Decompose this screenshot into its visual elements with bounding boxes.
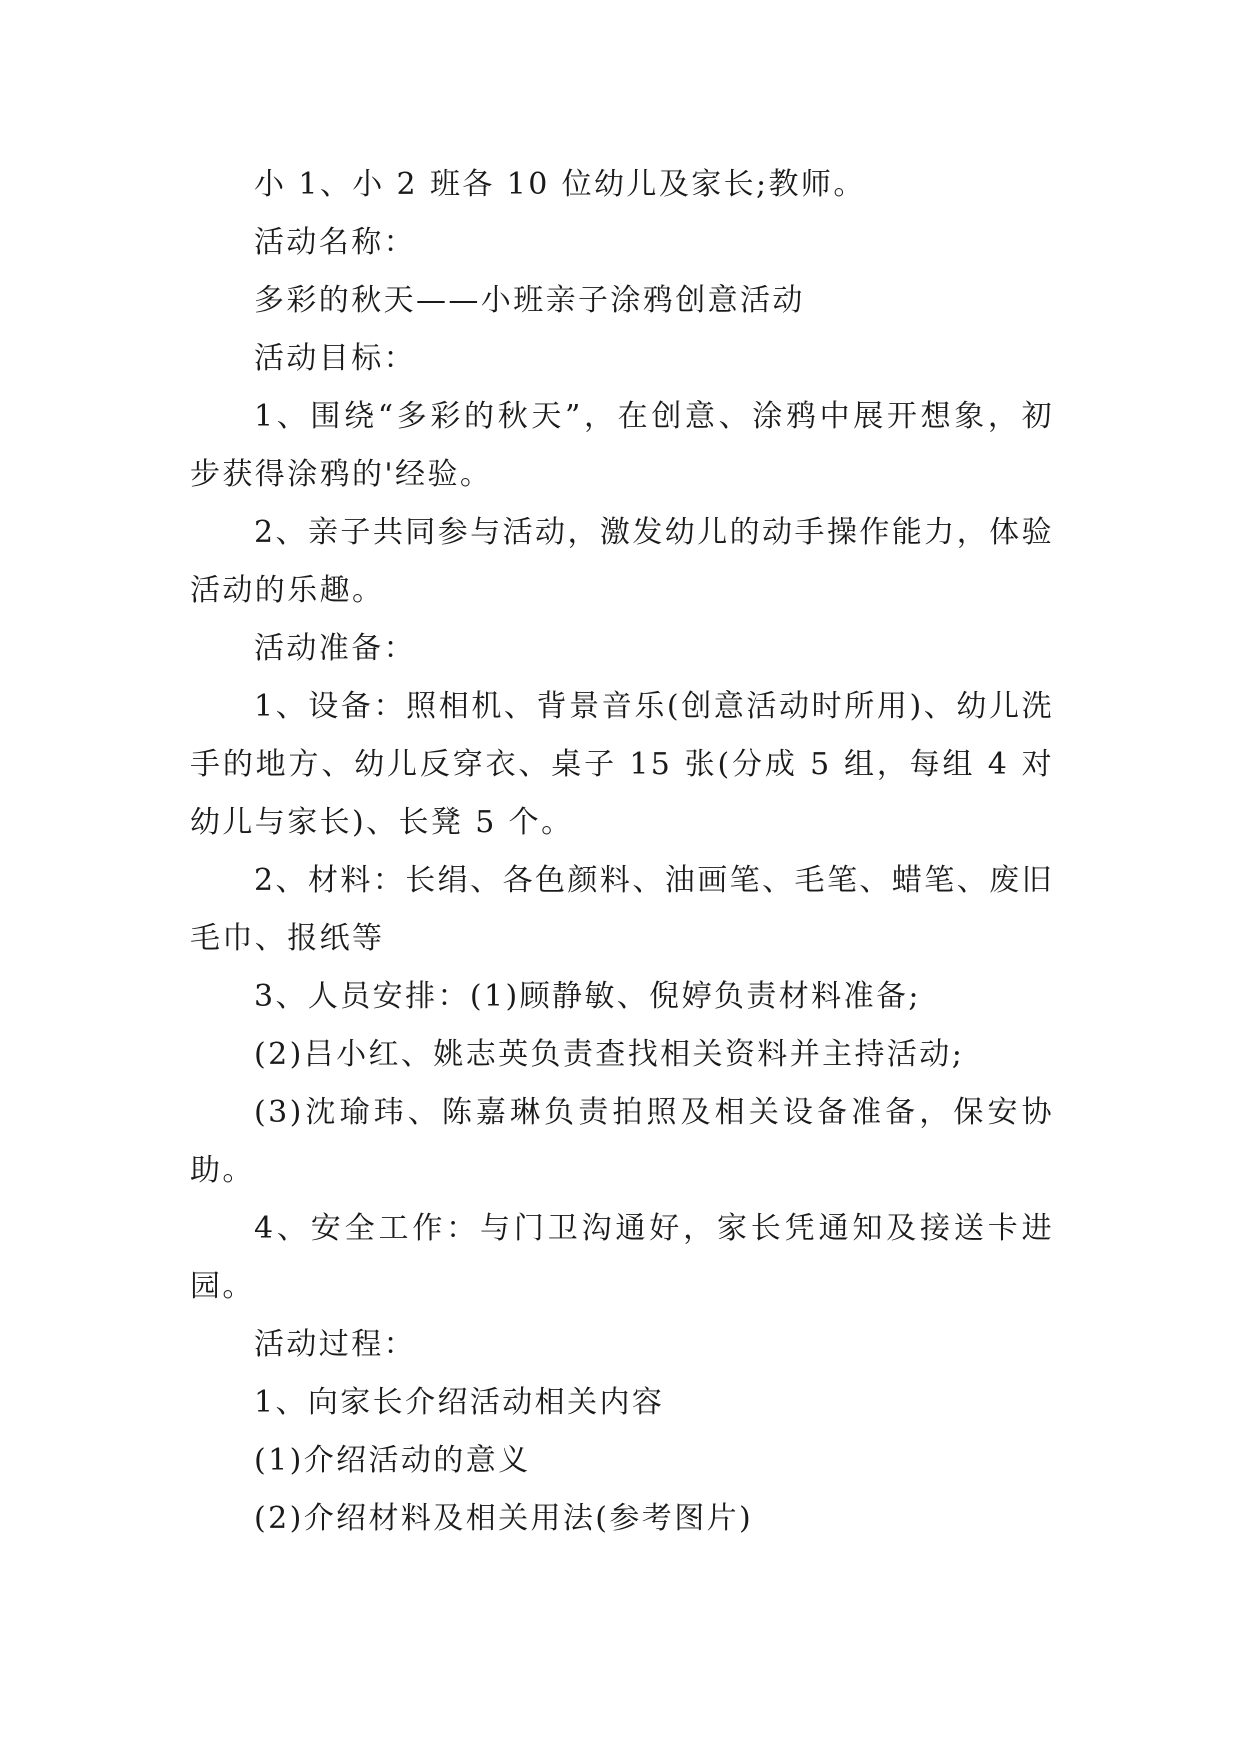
- paragraph-prep-safety: 4、安全工作：与门卫沟通好，家长凭通知及接送卡进园。: [190, 1211, 1054, 1304]
- paragraph-process-1: 1、向家长介绍活动相关内容: [254, 1385, 665, 1420]
- paragraph-process-1-2: (2)介绍材料及相关用法(参考图片): [254, 1501, 754, 1536]
- paragraph-prep-equipment: 1、设备：照相机、背景音乐(创意活动时所用)、幼儿洗手的地方、幼儿反穿衣、桌子 15 张(分成 5 组，每组 4 对幼儿与家长)、长凳 5 个。: [190, 689, 1054, 840]
- paragraph-prep-materials: 2、材料：长绢、各色颜料、油画笔、毛笔、蜡笔、废旧毛巾、报纸等: [190, 863, 1054, 956]
- paragraph-process-1-1: (1)介绍活动的意义: [254, 1443, 531, 1478]
- paragraph-prep-staff-2: (2)吕小红、姚志英负责查找相关资料并主持活动;: [254, 1037, 965, 1072]
- heading-activity-preparation: 活动准备：: [254, 631, 416, 666]
- heading-activity-goals: 活动目标：: [254, 341, 416, 376]
- paragraph-prep-staff-1: 3、人员安排：(1)顾静敏、倪婷负责材料准备;: [254, 979, 921, 1014]
- paragraph-goal-1: 1、围绕“多彩的秋天”，在创意、涂鸦中展开想象，初步获得涂鸦的'经验。: [190, 399, 1054, 492]
- paragraph-goal-2: 2、亲子共同参与活动，激发幼儿的动手操作能力，体验活动的乐趣。: [190, 515, 1054, 608]
- paragraph-activity-title: 多彩的秋天——小班亲子涂鸦创意活动: [254, 283, 805, 318]
- heading-activity-name: 活动名称：: [254, 225, 416, 260]
- heading-activity-process: 活动过程：: [254, 1327, 416, 1362]
- paragraph-participants: 小 1、小 2 班各 10 位幼儿及家长;教师。: [254, 167, 866, 202]
- paragraph-prep-staff-3: (3)沈瑜玮、陈嘉琳负责拍照及相关设备准备，保安协助。: [190, 1095, 1054, 1188]
